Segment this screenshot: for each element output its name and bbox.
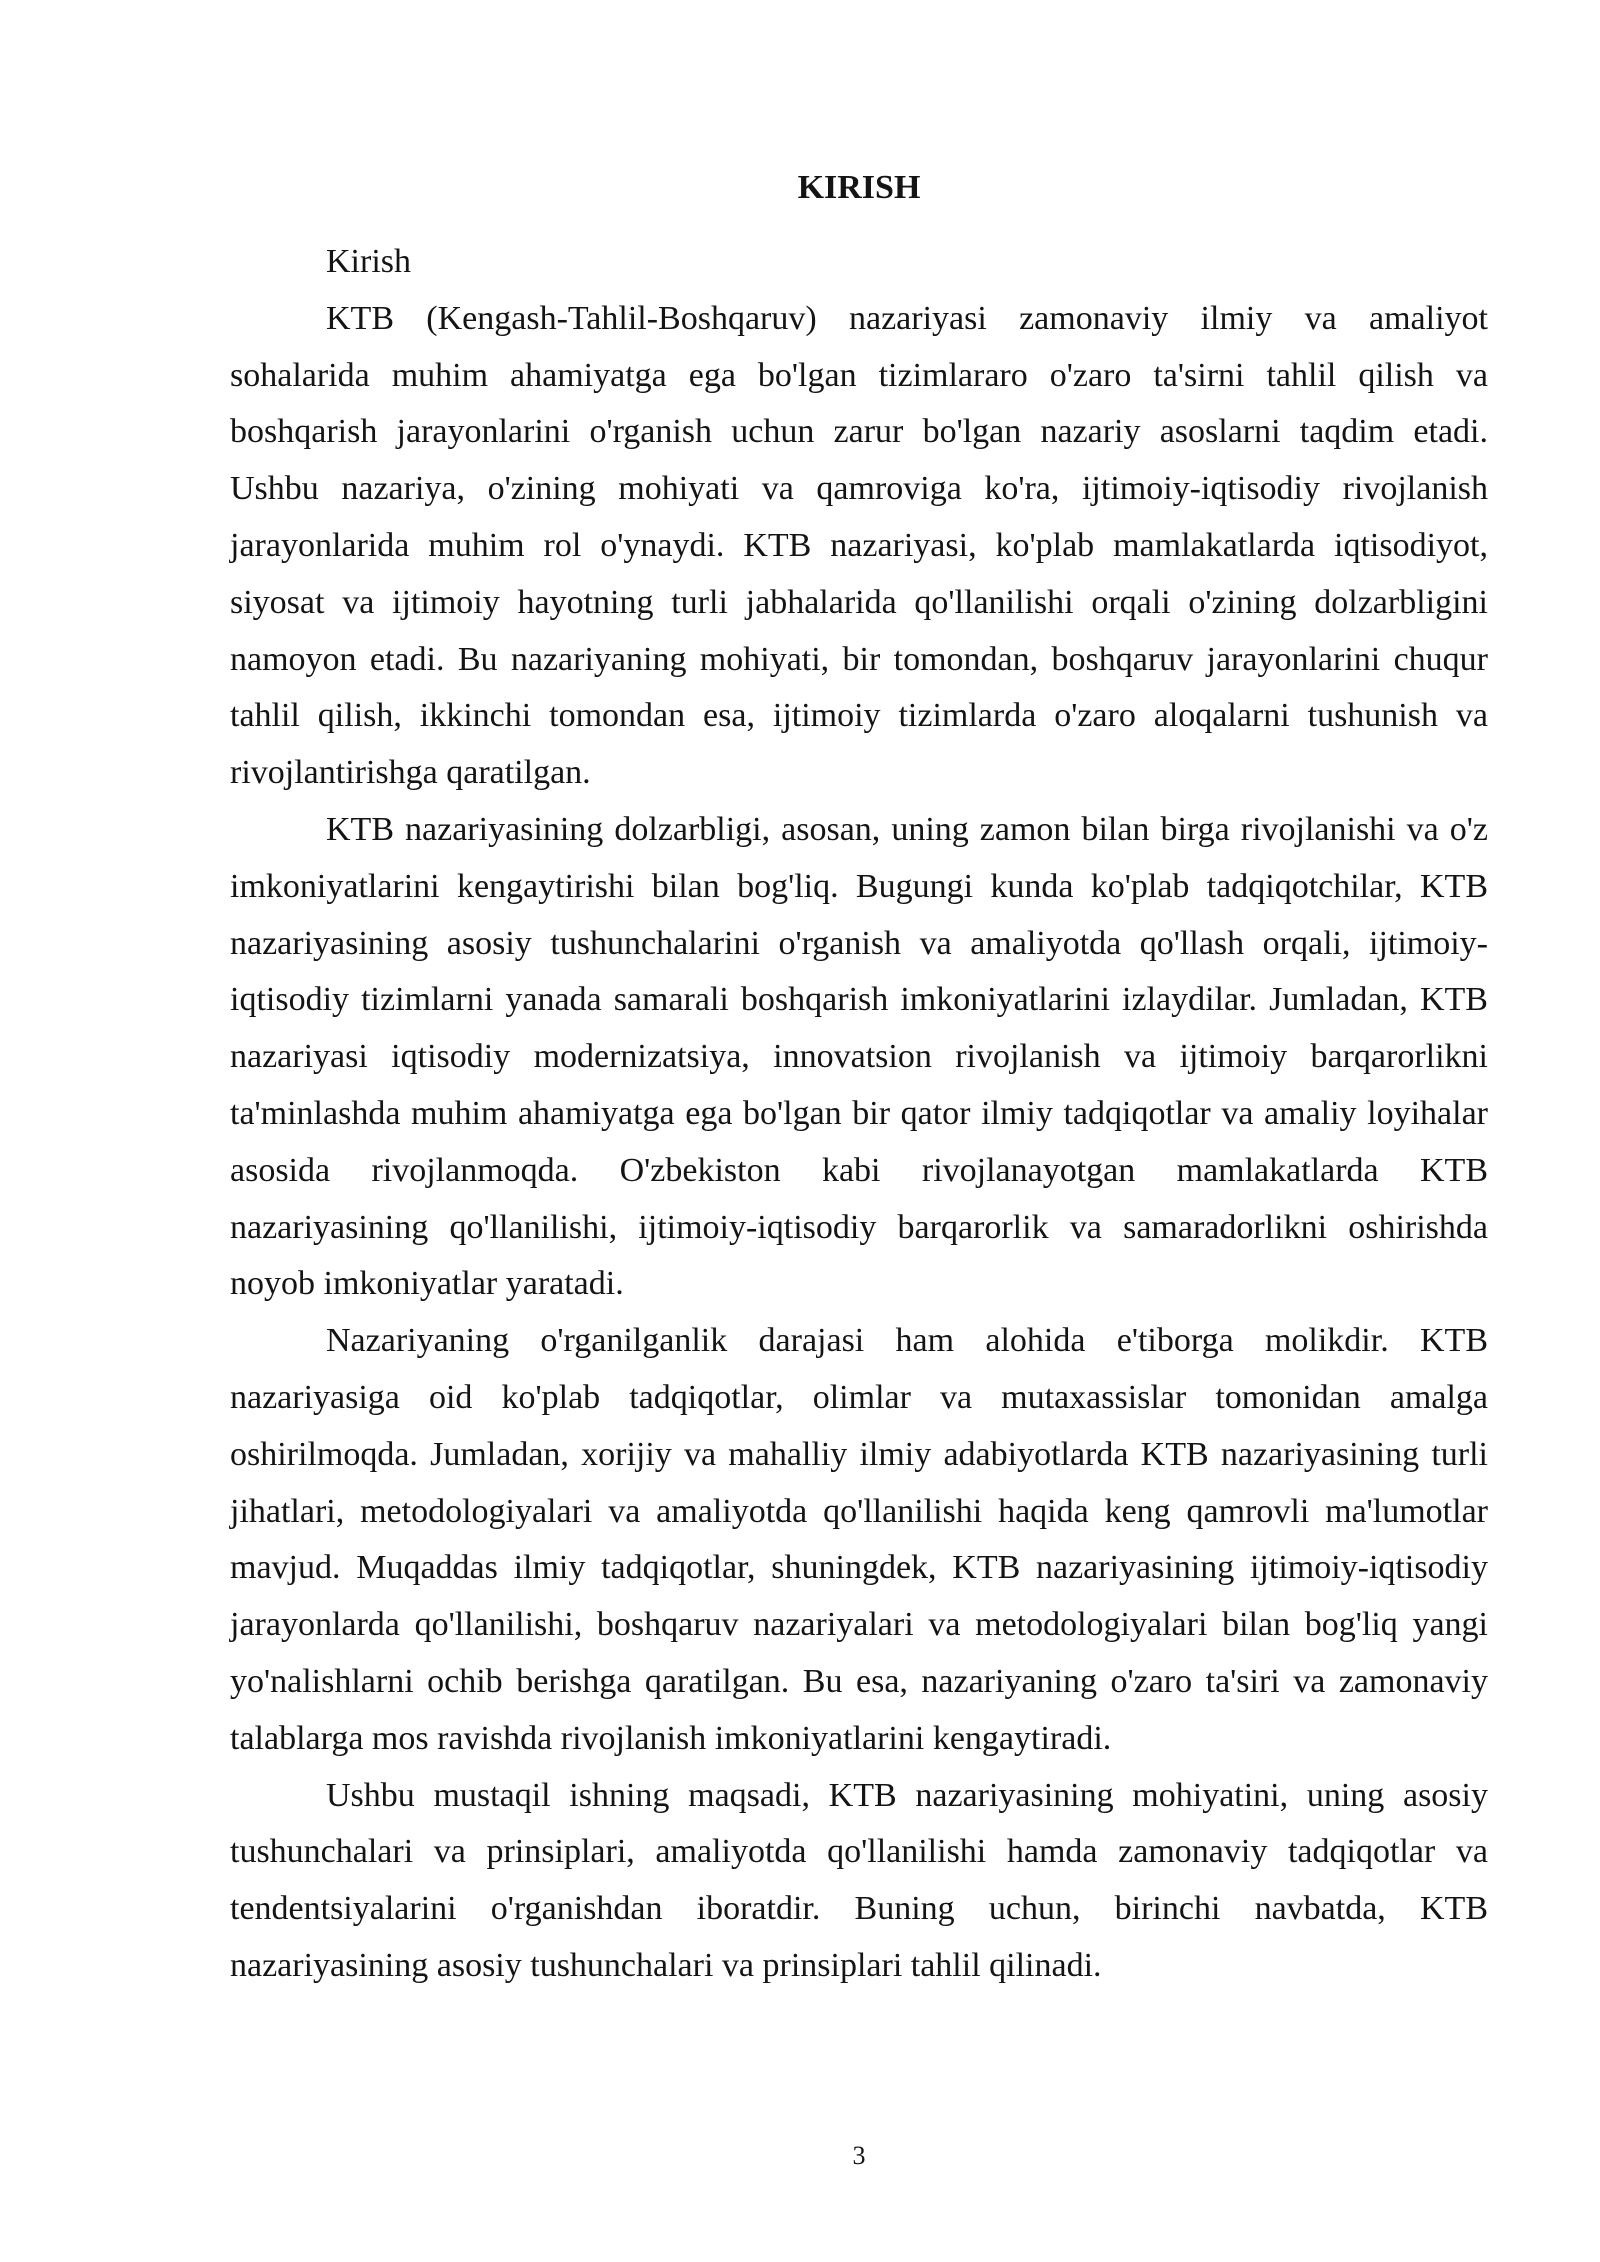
paragraph-2: KTB nazariyasining dolzarbligi, asosan, uning zamon bilan birga rivojlanishi va o'z imkoniyatlarini kengaytirishi bilan bog'liq. Bugungi kunda ko'plab tadqiqotchilar, KTB nazariyasining asosiy tushunchalarini o'rganish va amaliyotda qo'llash orqali, ijtimoiy-iqtisodiy tizimlarni yanada samarali boshqarish imkoniyatlarini izlaydilar. Jumladan, KTB nazariyasi iqtisodiy modernizatsiya, innovatsion rivojlanish va ijtimoiy barqarorlikni ta'minlashda muhim ahamiyatga ega bo'lgan bir qator ilmiy tadqiqotlar va amaliy loyihalar asosida rivojlanmoqda. O'zbekiston kabi rivojlanayotgan mamlakatlarda KTB nazariyasining qo'llanilishi, ijtimoiy-iqtisodiy barqarorlik va samaradorlikni oshirishda noyob imkoniyatlar yaratadi. — [230, 810, 1488, 1303]
page-title: KIRISH — [797, 169, 921, 206]
paragraph-1: KTB (Kengash-Tahlil-Boshqaruv) nazariyasi zamonaviy ilmiy va amaliyot sohalarida muhim ahamiyatga ega bo'lgan tizimlararo o'zaro ta'sirni tahlil qilish va boshqarish jarayonlarini o'rganish uchun zarur bo'lgan nazariy asoslarni taqdim etadi. Ushbu nazariya, o'zining mohiyati va qamroviga ko'ra, ijtimoiy-iqtisodiy rivojlanish jarayonlarida muhim rol o'ynaydi. KTB nazariyasi, ko'plab mamlakatlarda iqtisodiyot, siyosat va ijtimoiy hayotning turli jabhalarida qo'llanilishi orqali o'zining dolzarbligini namoyon etadi. Bu nazariyaning mohiyati, bir tomondan, boshqaruv jarayonlarini chuqur tahlil qilish, ikkinchi tomondan esa, ijtimoiy tizimlarda o'zaro aloqalarni tushunish va rivojlantirishga qaratilgan. — [230, 299, 1488, 792]
section-subtitle: Kirish — [326, 243, 411, 280]
page-number: 3 — [852, 2141, 866, 2170]
document-page — [230, 160, 1488, 1995]
paragraph-3: Nazariyaning o'rganilganlik darajasi ham alohida e'tiborga molikdir. KTB nazariyasiga oid ko'plab tadqiqotlar, olimlar va mutaxassislar tomonidan amalga oshirilmoqda. Jumladan, xorijiy va mahalliy ilmiy adabiyotlarda KTB nazariyasining turli jihatlari, metodologiyalari va amaliyotda qo'llanilishi haqida keng qamrovli ma'lumotlar mavjud. Muqaddas ilmiy tadqiqotlar, shuningdek, KTB nazariyasining ijtimoiy-iqtisodiy jarayonlarda qo'llanilishi, boshqaruv nazariyalari va metodologiyalari bilan bog'liq yangi yo'nalishlarni ochib berishga qaratilgan. Bu esa, nazariyaning o'zaro ta'siri va zamonaviy talablarga mos ravishda rivojlanish imkoniyatlarini kengaytiradi. — [230, 1322, 1488, 1757]
paragraph-4: Ushbu mustaqil ishning maqsadi, KTB nazariyasining mohiyatini, uning asosiy tushunchalari va prinsiplari, amaliyotda qo'llanilishi hamda zamonaviy tadqiqotlar va tendentsiyalarini o'rganishdan iboratdir. Buning uchun, birinchi navbatda, KTB nazariyasining asosiy tushunchalari va prinsiplari tahlil qilinadi. — [230, 1776, 1488, 1984]
